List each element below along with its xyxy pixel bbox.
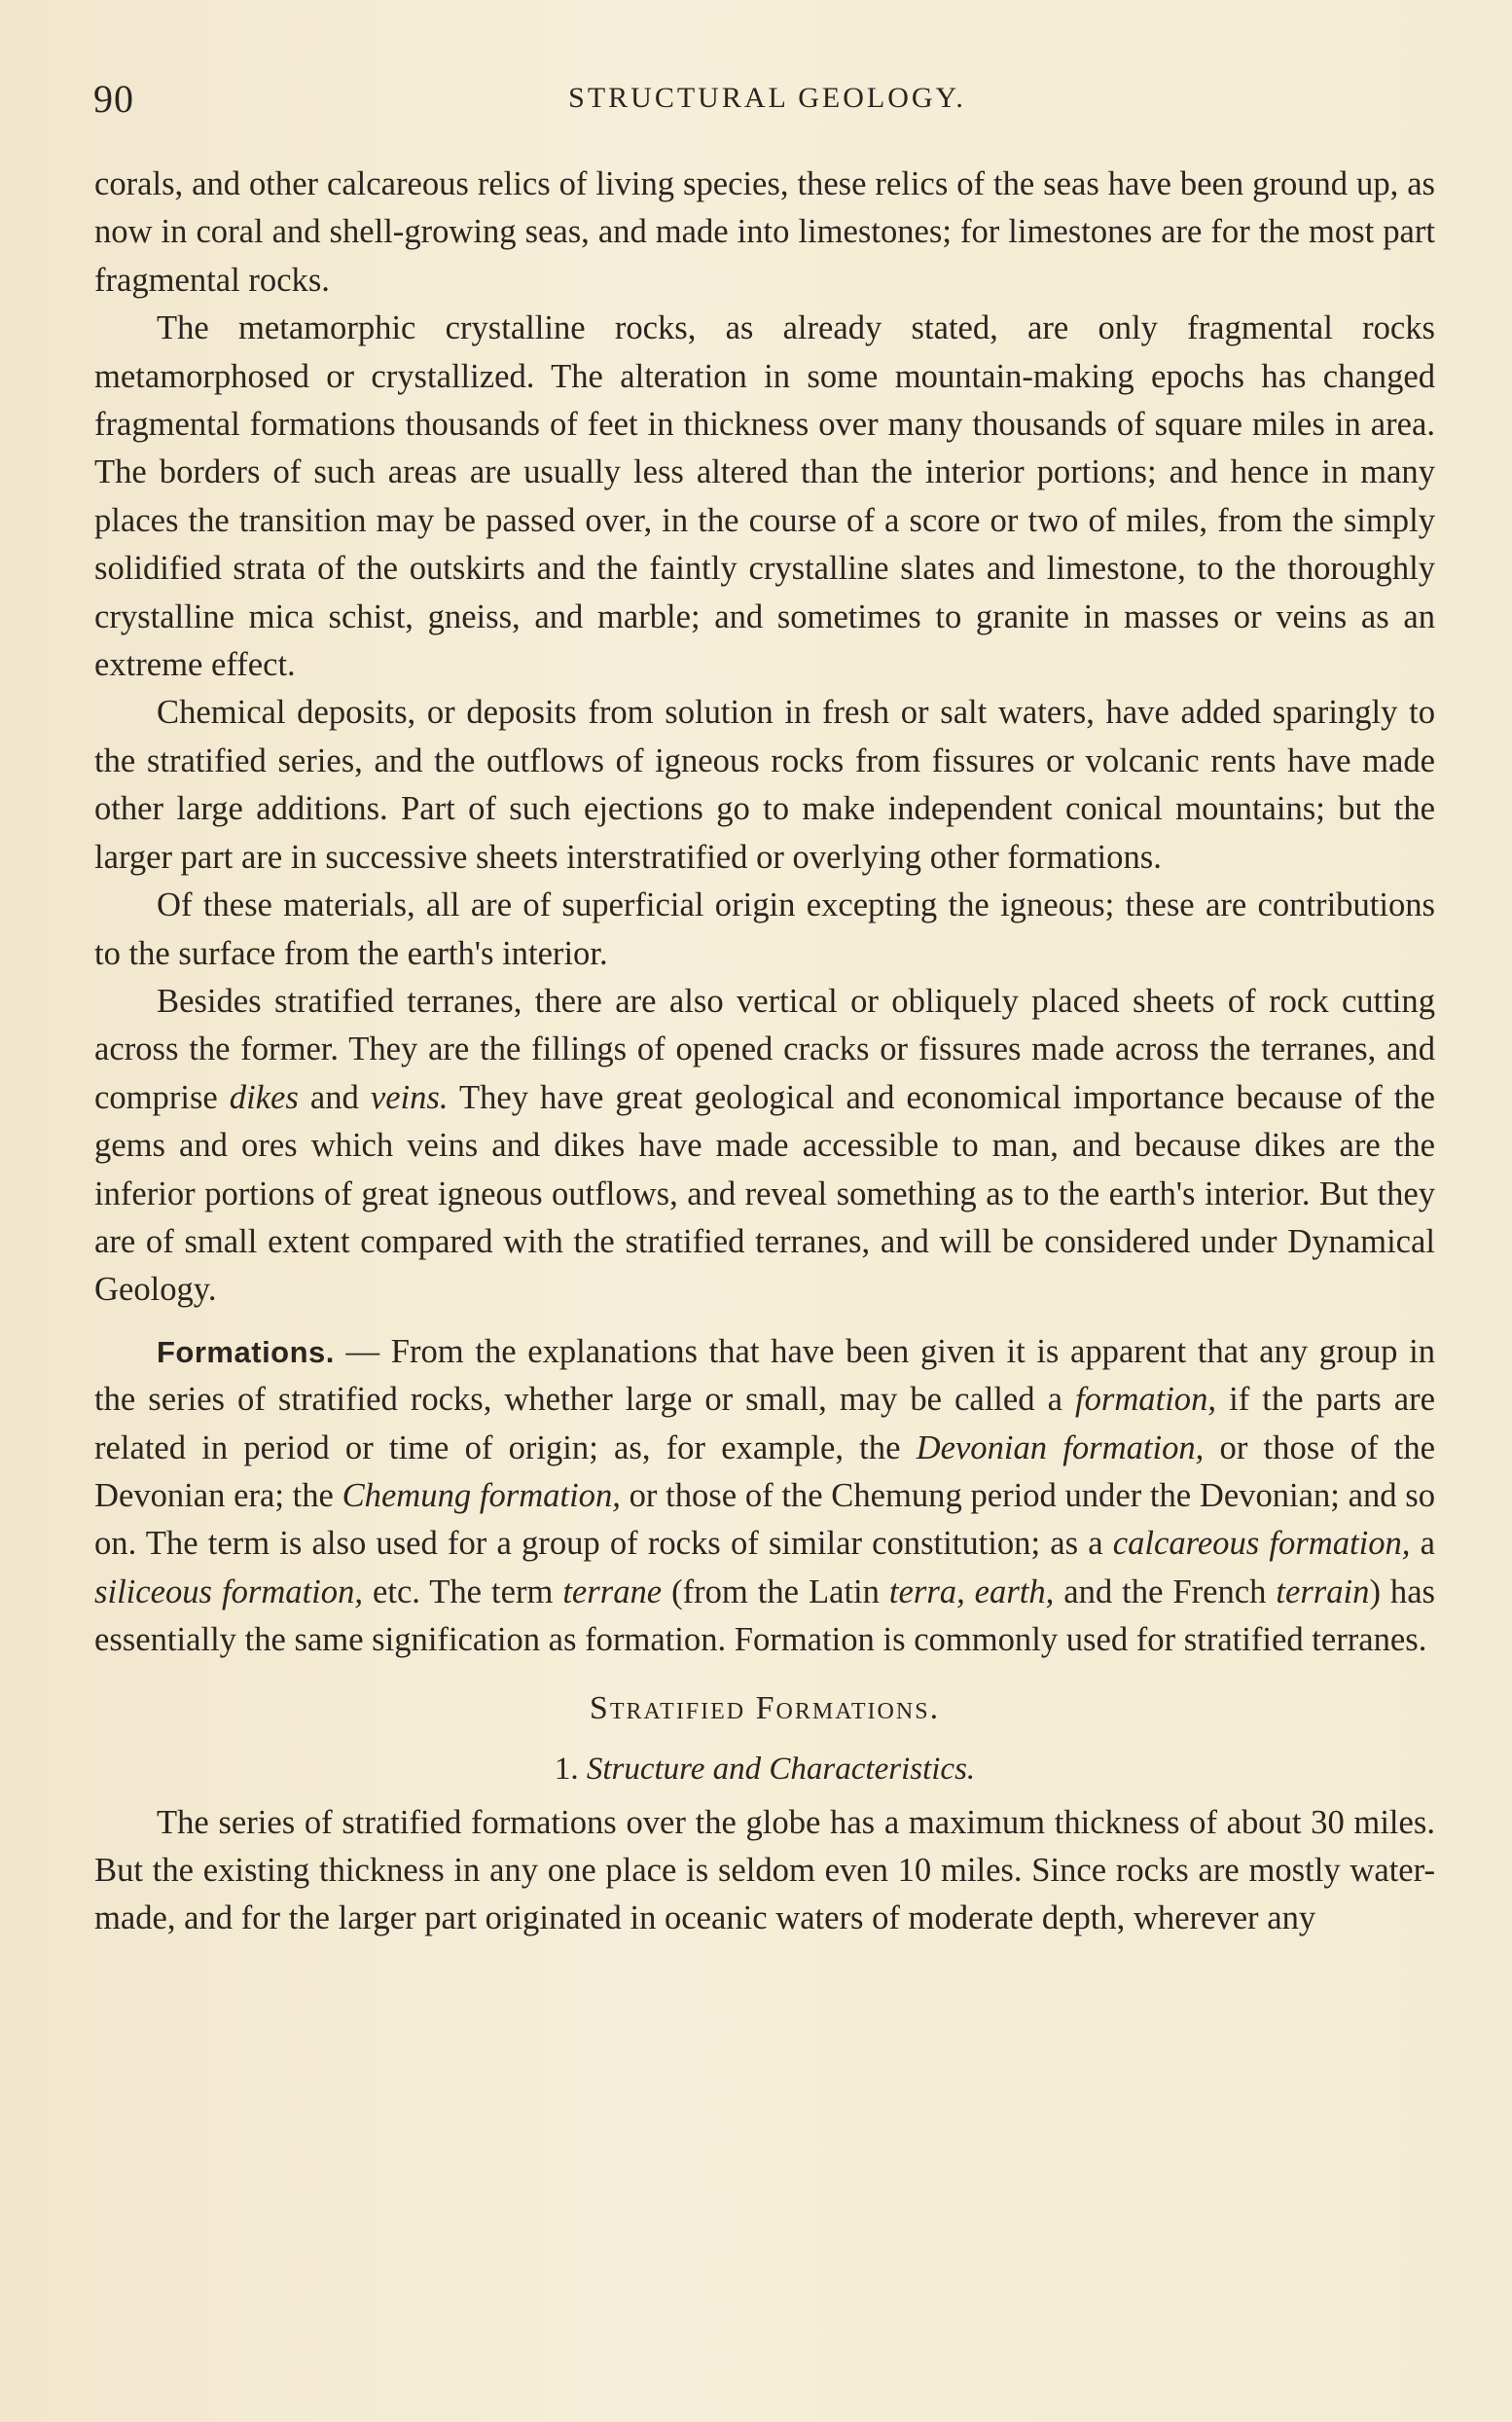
dikes-text-mid: and [298, 1078, 371, 1116]
paragraph-superficial-origin: Of these materials, all are of superficial origin excepting the igneous; these are contributions to the surface from the earth's interior. [94, 886, 1435, 972]
formations-text-3: or those of the Devonian era; the [94, 1428, 1436, 1514]
term-devonian-formation: Devonian formation, [916, 1428, 1205, 1466]
term-calcareous-formation: calcareous formation, [1112, 1525, 1411, 1563]
paragraph-dikes-and-veins [94, 978, 1435, 1315]
formations-text-5: a [1410, 1525, 1435, 1563]
term-terrane: terrane [562, 1572, 663, 1610]
term-terra-earth: terra, earth, [888, 1572, 1055, 1610]
formations-text-6: etc. The term [363, 1572, 563, 1610]
subsection-number: 1. [554, 1751, 579, 1787]
page-number: 90 [93, 77, 134, 121]
page-body [94, 161, 1435, 1943]
section-heading-stratified-formations: Stratified Formations. [589, 1689, 941, 1726]
formations-text-7: (from the Latin [662, 1572, 889, 1610]
dikes-text-before: Besides stratified terranes, there are also vertical or obliquely placed sheets of rock cutting across the former. They are the fillings of opened cracks or fissures made across the terranes, and comprise [94, 982, 1435, 1116]
formations-text-1: — From the explanations that have been given it is apparent that any group in the series of stratified rocks, whether large or small, may be called a [94, 1332, 1435, 1419]
term-terrain: terrain [1276, 1572, 1370, 1610]
paragraph-metamorphic-rocks: The metamorphic crystalline rocks, as already stated, are only fragmental rocks metamorphosed or crystallized. The alteration in some mountain-making epochs has changed fragmental formations thousands of feet in thickness over many thousands of square miles in area. The borders of such areas are usually less altered than the interior portions; and hence in many places the transition may be passed over, in the course of a score or two of miles, from the simply solidified strata of the outskirts and the faintly crystalline slates and limestone, to the thoroughly crystalline mica schist, gneiss, and marble; and sometimes to granite in masses or veins as an extreme effect. [94, 309, 1435, 684]
paragraph-thickness: The series of stratified formations over the globe has a maximum thickness of about 30 miles. But the existing thickness in any one place is seldom even 10 miles. Since rocks are mostly water-made, and for the larger part originated in oceanic waters of moderate depth, wherever any [94, 1803, 1435, 1937]
subsection-title: Structure and Characteristics. [586, 1751, 976, 1787]
running-title: STRUCTURAL GEOLOGY. [568, 82, 966, 114]
formations-text-8: and the French [1054, 1572, 1277, 1610]
term-siliceous-formation: siliceous formation, [94, 1572, 364, 1610]
paragraph-formations [94, 1328, 1435, 1665]
page-header [93, 76, 1441, 125]
paragraph-corals: corals, and other calcareous relics of living species, these relics of the seas have been ground up, as now in coral and shell-growing seas, and made into limestones; for limestones are for the most part fragmental rocks. [94, 165, 1435, 299]
dikes-text-after: They have great geological and economical importance because of the gems and ores which veins and dikes have made accessible to man, and because dikes are the inferior portions of great igneous outflows, and reveal something as to the earth's interior. But they are of small extent compared with the stratified terranes, and will be considered under Dynamical Geology. [94, 1078, 1435, 1309]
formations-text-2: if the parts are related in period or time of origin; as, for example, the [94, 1381, 1435, 1466]
term-dikes: dikes [229, 1078, 299, 1116]
term-formation: formation, [1074, 1381, 1217, 1419]
term-veins: veins. [370, 1078, 449, 1116]
term-chemung-formation: Chemung formation, [342, 1476, 621, 1514]
run-in-heading-formations: Formations. [157, 1334, 335, 1369]
formations-text-4: or those of the Chemung period under the Devonian; and so on. The term is also used for a group of rocks of similar constitution; as a [94, 1476, 1435, 1563]
subsection-heading [94, 1745, 1435, 1793]
paragraph-chemical-deposits: Chemical deposits, or deposits from solution in fresh or salt waters, have added sparingly to the stratified series, and the outflows of igneous rocks from fissures or volcanic rents have made other large additions. Part of such ejections go to make independent conical mountains; but the larger part are in successive sheets interstratified or overlying other formations. [94, 694, 1435, 876]
formations-text-9: ) has essentially the same signification as formation. Formation is commonly used for stratified terranes. [94, 1572, 1436, 1659]
